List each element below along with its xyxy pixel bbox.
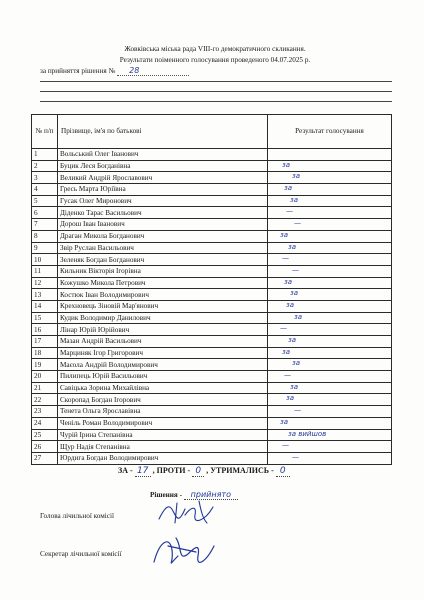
council-title: Жовківська міська рада VIII-го демократичного скликання. [124,45,306,53]
blank-line-3 [40,101,392,102]
vote-result-cell [268,160,392,172]
deputy-name: Лінар Юрій Юрійович [58,324,268,336]
row-number: 15 [32,312,58,324]
vote-result-handwritten: — [292,452,299,461]
vote-result-cell [268,359,392,371]
deputy-name: Звір Руслан Васильович [58,242,268,254]
table-header-row [32,115,392,149]
row-number: 5 [32,195,58,207]
vote-result-cell [268,172,392,184]
deputy-name: Крехновець Зіновій Мар'янович [58,300,268,312]
table-row [32,336,392,348]
table-row [32,254,392,266]
secretary-signature-label: Секретар лічильної комісії [40,550,122,558]
vote-result-cell [268,149,392,161]
vote-result-handwritten: — [294,406,301,415]
deputy-name: Пилипець Юрій Васильович [58,371,268,383]
deputy-name: Ченіль Роман Володимирович [58,417,268,429]
deputy-name: Гресь Марта Юріївна [58,184,268,196]
row-number: 14 [32,300,58,312]
vote-result-handwritten: за [292,172,301,181]
vote-result-cell [268,184,392,196]
column-header-number: № п/п [32,115,58,149]
decision-result-value: прийнято [184,490,238,500]
vote-result-cell [268,406,392,418]
table-row [32,406,392,418]
vote-result-cell [268,312,392,324]
row-number: 26 [32,441,58,453]
deputy-name: Костюк Іван Володимирович [58,289,268,301]
vote-result-handwritten: за [284,184,293,193]
deputy-name: Савіцька Зорина Михайлівна [58,382,268,394]
deputy-name: Буцик Леся Богданівна [58,160,268,172]
vote-result-handwritten: за [282,347,291,356]
table-row [32,277,392,289]
decision-result-label: Рішення - [150,491,183,499]
column-header-name: Прізвище, ім'я по батькові [58,115,268,149]
row-number: 4 [32,184,58,196]
vote-result-cell [268,441,392,453]
totals-proty-label: , ПРОТИ - [152,466,191,475]
row-number: 12 [32,277,58,289]
vote-result-handwritten: — [280,324,287,333]
table-row [32,230,392,242]
vote-result-handwritten: за [280,417,289,426]
row-number: 18 [32,347,58,359]
totals-proty-value: 0 [192,466,204,477]
deputy-name: Мазан Андрій Васильович [58,336,268,348]
row-number: 11 [32,265,58,277]
vote-result-handwritten: за [290,382,299,391]
deputy-name: Скоропад Богдан Ігорович [58,394,268,406]
table-row [32,417,392,429]
row-number: 22 [32,394,58,406]
vote-result-cell [268,452,392,464]
table-row [32,441,392,453]
table-row [32,160,392,172]
row-number: 16 [32,324,58,336]
totals-utrym-label: , УТРИМАЛИСЬ - [206,466,274,475]
deputy-name: Кожушко Микола Петрович [58,277,268,289]
table-row [32,265,392,277]
table-row [32,359,392,371]
vote-result-handwritten: за [292,359,301,368]
vote-result-cell [268,417,392,429]
vote-result-handwritten: за [290,195,299,204]
row-number: 27 [32,452,58,464]
secretary-signature-image [148,532,228,572]
vote-result-cell [268,277,392,289]
vote-result-handwritten: — [282,441,289,450]
vote-result-cell [268,347,392,359]
vote-result-handwritten: за вийшов [288,429,327,438]
vote-result-handwritten: за [284,277,293,286]
vote-result-cell [268,254,392,266]
decision-number-handwritten: 28 [117,66,189,76]
row-number: 24 [32,417,58,429]
table-row [32,219,392,231]
deputy-name: Юрдига Богдан Володимирович [58,452,268,464]
row-number: 7 [32,219,58,231]
table-row [32,195,392,207]
deputy-name: Щур Надія Степанівна [58,441,268,453]
vote-result-cell [268,429,392,441]
row-number: 2 [32,160,58,172]
vote-result-handwritten: за [280,230,289,239]
table-row [32,242,392,254]
vote-result-cell [268,219,392,231]
table-row [32,149,392,161]
deputy-name: Зеленяк Богдан Богданович [58,254,268,266]
row-number: 19 [32,359,58,371]
vote-result-cell [268,336,392,348]
chair-signature-image [155,497,225,527]
deputy-name: Великий Андрій Ярославович [58,172,268,184]
table-row [32,347,392,359]
vote-result-handwritten: за [290,289,299,298]
row-number: 21 [32,382,58,394]
vote-result-handwritten: за [282,160,291,169]
vote-totals [118,466,290,477]
vote-result-cell [268,324,392,336]
chair-signature-label: Голова лічильної комісії [40,512,114,520]
deputy-name: Чурій Ірина Степанівна [58,429,268,441]
deputy-name: Марциняк Ігор Григорович [58,347,268,359]
row-number: 17 [32,336,58,348]
decision-number-line [40,66,189,76]
vote-result-cell [268,230,392,242]
table-row [32,184,392,196]
totals-za-label: ЗА - [118,466,133,475]
deputy-name: Тенета Ольга Ярославівна [58,406,268,418]
table-row [32,312,392,324]
totals-utrym-value: 0 [276,466,290,477]
column-header-result: Результат голосування [268,115,392,149]
row-number: 20 [32,371,58,383]
row-number: 23 [32,406,58,418]
row-number: 3 [32,172,58,184]
vote-result-handwritten: за [294,312,303,321]
roll-call-table [31,114,392,465]
row-number: 25 [32,429,58,441]
deputy-name: Вольський Олег Іванович [58,149,268,161]
row-number: 10 [32,254,58,266]
table-row [32,382,392,394]
row-number: 9 [32,242,58,254]
table-row [32,172,392,184]
vote-result-handwritten: за [286,394,295,403]
table-row [32,429,392,441]
row-number: 6 [32,207,58,219]
blank-line-2 [40,91,392,92]
vote-result-cell [268,371,392,383]
table-row [32,324,392,336]
deputy-name: Кудик Володимир Данилович [58,312,268,324]
vote-result-cell [268,207,392,219]
vote-result-handwritten: — [294,219,301,228]
vote-result-cell [268,195,392,207]
table-row [32,371,392,383]
vote-result-handwritten: — [282,254,289,263]
totals-za-value: 17 [135,466,151,477]
deputy-name: Кильник Вікторія Ігорівна [58,265,268,277]
table-row [32,394,392,406]
deputy-name: Драган Микола Богданович [58,230,268,242]
decision-number-label: за прийняття рішення № [40,67,116,75]
vote-result-handwritten: за [286,300,295,309]
vote-result-cell [268,265,392,277]
vote-result-handwritten: — [284,371,291,380]
deputy-name: Гусак Олег Миронович [58,195,268,207]
table-row [32,452,392,464]
table-row [32,207,392,219]
vote-result-cell [268,300,392,312]
vote-results-title: Результати поіменного голосування проведеного 04.07.2025 р. [119,56,311,64]
vote-result-handwritten: — [286,207,293,216]
vote-result-cell [268,242,392,254]
row-number: 13 [32,289,58,301]
vote-result-handwritten: за [288,242,297,251]
vote-result-handwritten: — [292,265,299,274]
table-row [32,300,392,312]
vote-result-cell [268,289,392,301]
vote-result-cell [268,394,392,406]
deputy-name: Дорош Іван Іванович [58,219,268,231]
table-row [32,289,392,301]
row-number: 8 [32,230,58,242]
row-number: 1 [32,149,58,161]
vote-result-handwritten: за [288,336,297,344]
vote-result-cell [268,382,392,394]
blank-line-1 [40,81,392,82]
deputy-name: Діденко Тарас Васильович [58,207,268,219]
deputy-name: Маєола Андрій Володимирович [58,359,268,371]
